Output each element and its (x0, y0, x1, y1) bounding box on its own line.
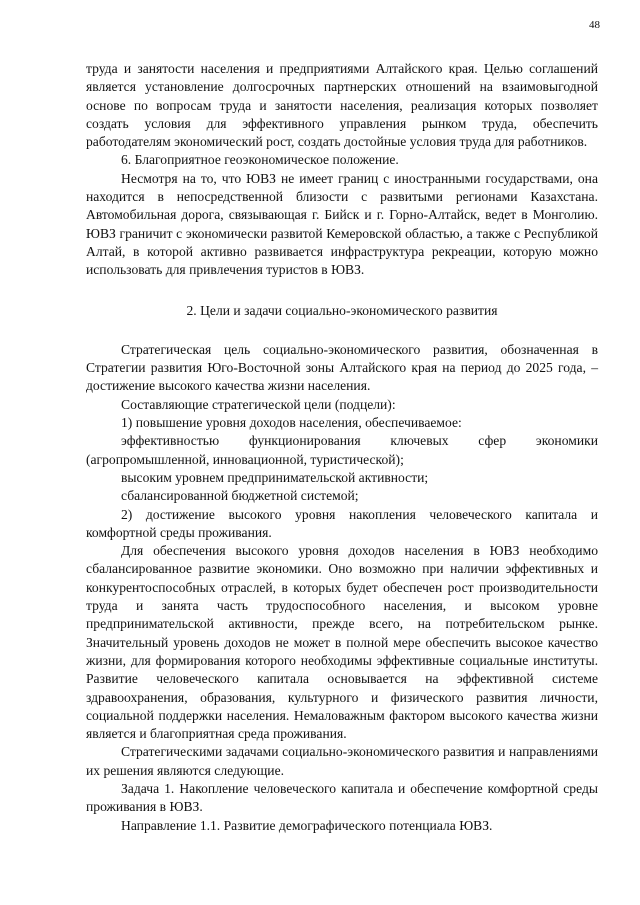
paragraph-geoeconomic: Несмотря на то, что ЮВЗ не имеет границ с иностранными государствами, она находится в непосредственной близости с развитыми регионами Казахстана. Автомобильная дорога, связывающая г. Бийск и г. Горно-Алтайск, ведет в Монголию. ЮВЗ граничит с экономически развитой Кемеровской областью, а также с Республикой Алтай, в которой активно развивается инфраструктура рекреации, которую можно использовать для привлечения туристов в ЮВЗ. (86, 170, 598, 278)
paragraph-task-1: Задача 1. Накопление человеческого капитала и обеспечение комфортной среды проживания в ЮВЗ. (86, 780, 598, 815)
paragraph-subgoal-1: 1) повышение уровня доходов населения, обеспечиваемое: (121, 415, 462, 431)
paragraph-subgoal-2: 2) достижение высокого уровня накопления человеческого капитала и комфортной среды проживания. (86, 506, 598, 540)
document-body (86, 60, 598, 835)
page-number: 48 (589, 19, 600, 31)
paragraph-subgoal-1c: сбалансированной бюджетной системой; (121, 488, 359, 504)
section-heading: 2. Цели и задачи социально-экономического развития (186, 302, 498, 318)
paragraph-income-development: Для обеспечения высокого уровня доходов населения в ЮВЗ необходимо сбалансированное развитие экономики. Оно возможно при наличии эффективных и конкурентоспособных отраслей, в которых будет обеспечен рост производительности труда и занята часть трудоспособного населения, и высоком уровне предпринимательской активности, прежде всего, на потребительском рынке. Значительный уровень доходов не может в полной мере обеспечить высокое качество жизни, для формирования которого необходимы эффективные социальные институты. Развитие человеческого капитала основывается на эффективной системе здравоохранения, образования, культурного и физического развития личности, социальной поддержки населения. Немаловажным фактором высокого качества жизни является и благоприятная среда проживания. (86, 543, 598, 742)
paragraph-subgoal-1b: высоким уровнем предпринимательской активности; (121, 469, 429, 485)
paragraph-subgoals-title: Составляющие стратегической цели (подцели): (121, 396, 396, 412)
paragraph-subgoal-1a: эффективностью функционирования ключевых сфер экономики (агропромышленной, инновационной, туристической); (86, 433, 598, 467)
paragraph-direction-1-1: Направление 1.1. Развитие демографического потенциала ЮВЗ. (121, 817, 493, 833)
paragraph-strategic-goal: Стратегическая цель социально-экономического развития, обозначенная в Стратегии развития Юго-Восточной зоны Алтайского края на период до 2025 года, – достижение высокого качества жизни населения. (86, 341, 598, 394)
paragraph-list-item-6: 6. Благоприятное геоэкономическое положение. (121, 152, 399, 168)
paragraph-strategic-tasks: Стратегическими задачами социально-экономического развития и направлениями их решения являются следующие. (86, 744, 598, 778)
paragraph-continuation: труда и занятости населения и предприятиями Алтайского края. Целью соглашений является установление долгосрочных партнерских отношений на взаимовыгодной основе по вопросам труда и занятости населения, реализация которых позволяет создать условия для эффективного управления рынком труда, обеспечить работодателям экономический рост, создать достойные условия труда для работников. (86, 61, 598, 150)
